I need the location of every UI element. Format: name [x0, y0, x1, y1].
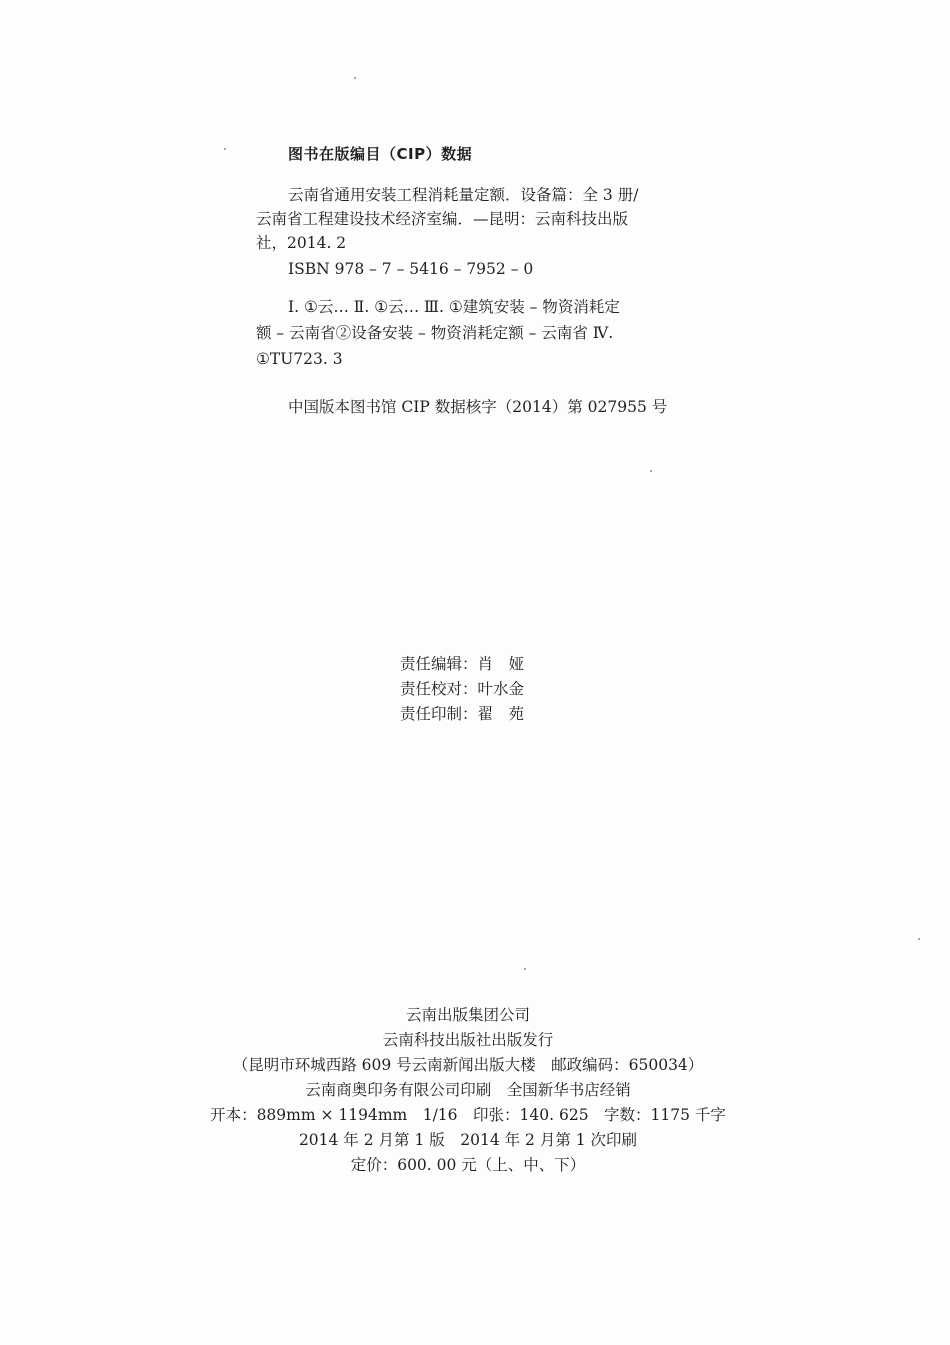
imprint-block	[200, 1003, 736, 1178]
imprint-price: 定价：600. 00 元（上、中、下）	[350, 1156, 586, 1174]
cip-title-line: 云南省通用安装工程消耗量定额．设备篇：全 3 册/	[288, 186, 639, 204]
staff-editor: 责任编辑：肖 娅	[400, 655, 525, 673]
scan-speck	[354, 77, 356, 79]
imprint-address: （昆明市环城西路 609 号云南新闻出版大楼 邮政编码：650034）	[232, 1056, 704, 1074]
cip-record-number: 中国版本图书馆 CIP 数据核字（2014）第 027955 号	[288, 398, 668, 416]
imprint-edition: 2014 年 2 月第 1 版 2014 年 2 月第 1 次印刷	[298, 1131, 638, 1149]
cip-title-line: 云南省工程建设技术经济室编．—昆明：云南科技出版	[256, 210, 629, 228]
cip-classification-line: Ⅰ. ①云… Ⅱ. ①云… Ⅲ. ①建筑安装 – 物资消耗定	[288, 298, 620, 316]
imprint-publisher: 云南科技出版社出版发行	[382, 1031, 554, 1049]
scan-speck	[918, 938, 920, 940]
cip-classification-line: ①TU723. 3	[256, 350, 343, 368]
scan-speck	[524, 968, 526, 970]
scan-speck	[224, 148, 226, 150]
imprint-format: 开本：889mm × 1194mm 1/16 印张：140. 625 字数：1175 千字	[210, 1106, 726, 1124]
scan-speck	[650, 470, 652, 472]
isbn: ISBN 978 – 7 – 5416 – 7952 – 0	[288, 260, 534, 278]
staff-credits	[400, 652, 524, 727]
staff-printing-supervisor: 责任印制：翟 苑	[400, 705, 525, 723]
imprint-group: 云南出版集团公司	[405, 1006, 530, 1024]
cip-title-line: 社，2014. 2	[256, 234, 347, 252]
staff-proofreader: 责任校对：叶水金	[400, 680, 525, 698]
cip-heading: 图书在版编目（CIP）数据	[288, 145, 473, 163]
imprint-printer: 云南商奥印务有限公司印刷 全国新华书店经销	[305, 1081, 631, 1099]
cip-classification-line: 额 – 云南省②设备安装 – 物资消耗定额 – 云南省 Ⅳ.	[256, 324, 614, 342]
